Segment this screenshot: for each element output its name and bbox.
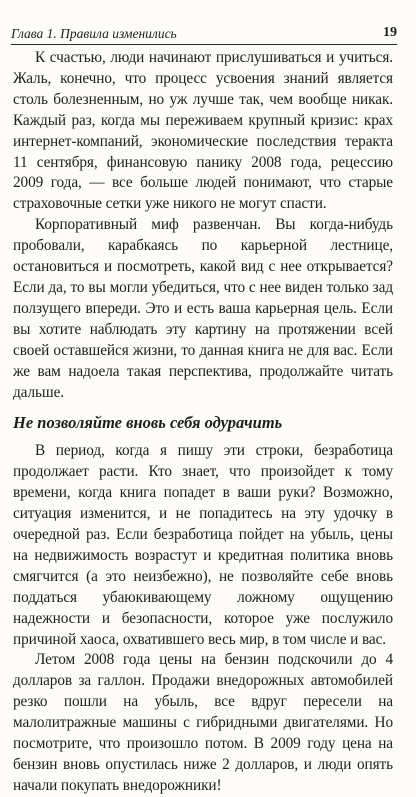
paragraph: К счастью, люди начинают прислушиваться и учиться. Жаль, конечно, что процесс усвоения знаний является столь болезненным, но уж лучше так, чем вообще никак. Каждый раз, когда мы переживаем крупный кризис: крах интернет-компаний, экономические последствия теракта 11 сентября, финансовую панику 2008 года, рецессию 2009 года, — все больше людей понимают, что старые страховочные сетки уже никого не могут спасти.	[13, 49, 393, 213]
paragraph: Корпоративный миф развенчан. Вы когда-нибудь пробовали, карабкаясь по карьерной лестнице, остановиться и посмотреть, какой вид с нее открывается? Если да, то вы могли убедиться, что с нее виден только зад ползущего впереди. Это и есть ваша карьерная цель. Если вы хотите наблюдать эту картину на протяжении всей своей оставшейся жизни, то данная книга не для вас. Если же вам надоела такая перспектива, продолжайте читать дальше.	[13, 216, 393, 401]
paragraph: Летом 2008 года цены на бензин подскочили до 4 долларов за галлон. Продажи внедорожных автомобилей резко пошли на убыль, все вдруг пересели на малолитражные машины с гибридными двигателями. Но посмотрите, что произошло потом. В 2009 году цена на бензин вновь опустилась ниже 2 долларов, и люди опять начали покупать внедорожники!	[13, 651, 393, 794]
body-text	[13, 48, 393, 797]
running-head: Глава 1. Правила изменились	[11, 26, 177, 41]
page-header	[11, 24, 397, 45]
page-number: 19	[383, 25, 397, 40]
paragraph: В период, когда я пишу эти строки, безработица продолжает расти. Кто знает, что произойдет к тому времени, когда книга попадет в ваши руки? Возможно, ситуация изменится, и не попадитесь на эту удочку в очередной раз. Если безработица пойдет на убыль, цены на недвижимость возрастут и кредитная политика вновь смягчится (а это неизбежно), не позволяйте себе вновь поддаться убаюкивающему ложному ощущению надежности и безопасности, которое уже послужило причиной хаоса, охватившего весь мир, в том числе и вас.	[13, 442, 393, 648]
section-heading: Не позволяйте вновь себя одурачить	[13, 413, 283, 433]
